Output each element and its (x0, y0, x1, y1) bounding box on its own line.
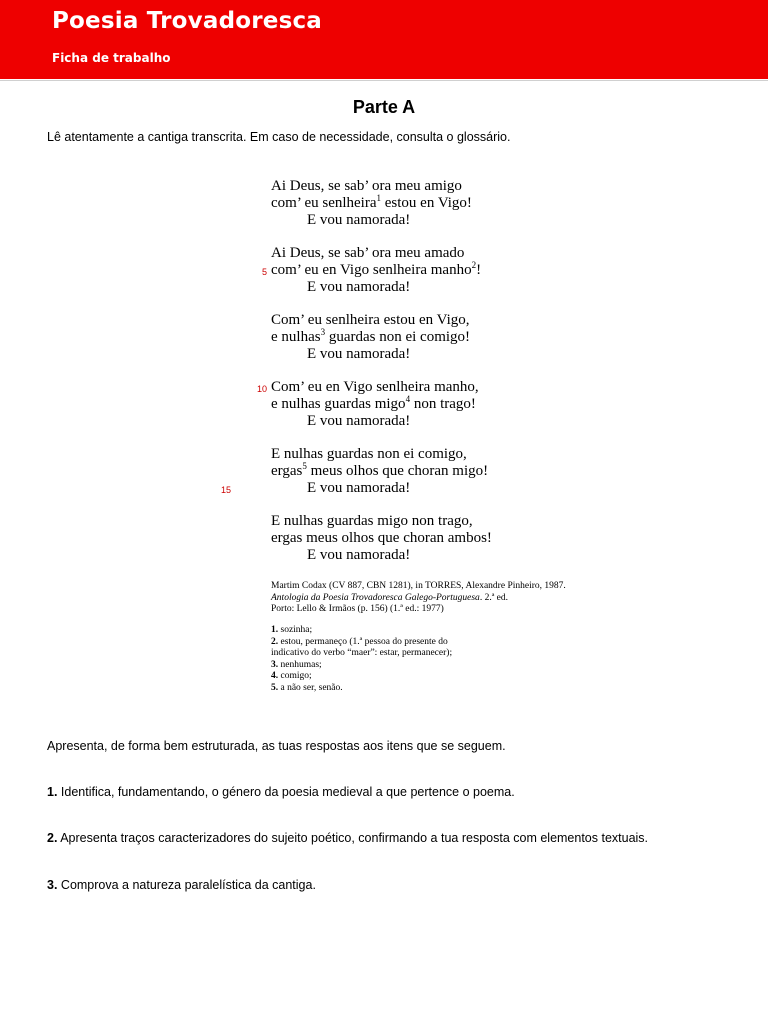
glossary (271, 625, 452, 694)
poem-line-text: non trago! (410, 396, 476, 412)
poem-line (271, 195, 492, 212)
refrain-line: E vou namorada! (307, 279, 411, 295)
poem-line: Ai Deus, se sab’ ora meu amado (271, 245, 465, 261)
glossary-text: indicativo do verbo “maer”: estar, permanecer); (271, 648, 453, 658)
book-title: Antologia da Poesia Trovadoresca Galego-Portuguesa (271, 592, 480, 603)
glossary-number: 5. (271, 682, 279, 693)
document-subtitle: Ficha de trabalho (52, 51, 171, 65)
question-number: 1. (47, 785, 58, 799)
question-3 (47, 878, 316, 892)
intro-text: Lê atentamente a cantiga transcrita. Em caso de necessidade, consulta o glossário. (47, 130, 511, 144)
poem-line-text: ergas (271, 463, 303, 479)
glossary-text: estou, permaneço (1.ª pessoa do presente do (278, 636, 448, 647)
stanza-3 (271, 312, 492, 363)
stanza-4 (256, 379, 492, 430)
question-text: Comprova a natureza paralelística da cantiga. (57, 878, 316, 892)
glossary-text: nenhumas; (278, 659, 322, 670)
header-divider (0, 80, 768, 81)
question-1 (47, 785, 515, 799)
footnote-ref: 2 (471, 260, 477, 270)
document-title: Poesia Trovadoresca (52, 8, 323, 34)
glossary-text: sozinha; (278, 625, 313, 635)
poem-line-text: meus olhos que choran migo! (306, 463, 489, 479)
poem-line-text: e nulhas (271, 329, 321, 345)
refrain-line: E vou namorada! (307, 413, 411, 429)
footnote-ref: 5 (302, 461, 307, 471)
glossary-number: 2. (271, 636, 279, 647)
question-text: Apresenta traços caracterizadores do sujeito poético, confirmando a tua resposta com elementos textuais. (57, 831, 649, 845)
footnote-ref: 4 (405, 394, 411, 404)
stanza-6 (271, 513, 492, 564)
glossary-entry (271, 637, 452, 649)
footnote-ref: 1 (376, 193, 382, 203)
section-title: Parte A (352, 97, 416, 117)
poem-line (271, 329, 492, 346)
question-2 (47, 831, 648, 845)
refrain-text: E vou namorada! (307, 480, 411, 496)
instructions-text: Apresenta, de forma bem estruturada, as tuas respostas aos itens que se seguem. (47, 739, 506, 753)
refrain-line (220, 480, 492, 497)
poem-line: E nulhas guardas migo non trago, (271, 513, 473, 529)
poem-line-text: guardas non ei comigo! (325, 329, 471, 345)
poem-line-text: com’ eu en Vigo senlheira manho (271, 262, 472, 278)
stanza-2 (261, 245, 492, 296)
refrain-line: E vou namorada! (307, 547, 411, 563)
glossary-number: 1. (271, 625, 279, 635)
question-number: 2. (47, 831, 58, 845)
poem-line-text: com’ eu senlheira (271, 195, 377, 211)
poem-line-text: Com’ eu en Vigo senlheira manho, (271, 379, 479, 395)
footnote-ref: 3 (320, 327, 326, 337)
line-number: 15 (220, 485, 231, 495)
citation-line: Martim Codax (CV 887, CBN 1281), in TORRES, Alexandre Pinheiro, 1987. (271, 581, 566, 591)
glossary-entry (271, 683, 452, 695)
glossary-entry (271, 660, 452, 672)
glossary-entry (271, 625, 452, 637)
line-number: 10 (256, 384, 267, 394)
poem-line: ergas meus olhos que choran ambos! (271, 530, 492, 546)
poem-line (271, 396, 492, 413)
glossary-number: 4. (271, 671, 279, 681)
refrain-line: E vou namorada! (307, 346, 411, 362)
glossary-entry (271, 648, 452, 660)
glossary-number: 3. (271, 659, 279, 670)
glossary-text: comigo; (278, 671, 312, 681)
citation-text: . 2.ª ed. (479, 592, 509, 603)
question-number: 3. (47, 878, 58, 892)
citation-line (271, 593, 566, 605)
poem (220, 178, 492, 580)
refrain-line: E vou namorada! (307, 212, 411, 228)
source-citation (271, 581, 566, 616)
poem-line-text: ! (476, 262, 482, 278)
poem-line: Ai Deus, se sab’ ora meu amigo (271, 178, 462, 194)
poem-line (261, 260, 492, 279)
poem-line (256, 379, 492, 396)
page-header (0, 0, 768, 79)
question-text: Identifica, fundamentando, o género da poesia medieval a que pertence o poema. (57, 785, 515, 799)
poem-line-text: e nulhas guardas migo (271, 396, 406, 412)
poem-line: E nulhas guardas non ei comigo, (271, 446, 467, 462)
poem-line: Com’ eu senlheira estou en Vigo, (271, 312, 470, 328)
glossary-text: a não ser, senão. (278, 682, 343, 693)
citation-line: Porto: Lello & Irmãos (p. 156) (1.ª ed.: 1977) (271, 604, 444, 614)
line-number: 5 (261, 267, 267, 277)
stanza-5 (220, 446, 492, 497)
stanza-1 (271, 178, 492, 229)
glossary-entry (271, 671, 452, 683)
poem-line-text: estou en Vigo! (381, 195, 472, 211)
poem-line (271, 463, 492, 480)
